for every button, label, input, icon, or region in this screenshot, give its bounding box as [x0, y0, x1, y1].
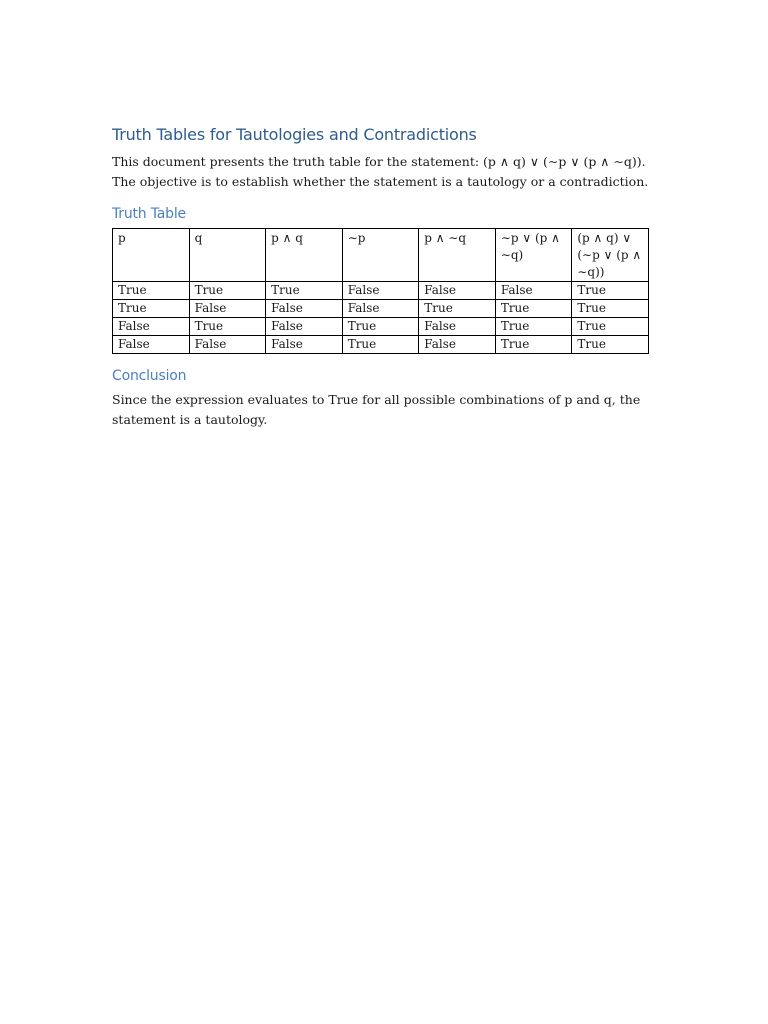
column-header-p-and-q: p ∧ q: [266, 229, 343, 282]
table-cell: True: [572, 336, 649, 354]
table-cell: True: [572, 300, 649, 318]
table-cell: True: [189, 318, 266, 336]
table-cell: False: [342, 282, 419, 300]
intro-paragraph: This document presents the truth table for the statement: (p ∧ q) ∨ (∼p ∨ (p ∧ ∼q)). The objective is to establish whether the statement is a tautology or a contradiction.: [112, 154, 649, 189]
table-cell: True: [266, 282, 343, 300]
table-cell: False: [266, 336, 343, 354]
table-cell: False: [266, 300, 343, 318]
table-cell: True: [495, 336, 572, 354]
column-header-not-p-or-p-and-not-q: ∼p ∨ (p ∧ ∼q): [495, 229, 572, 282]
table-cell: True: [189, 282, 266, 300]
column-header-p: p: [113, 229, 190, 282]
table-cell: False: [342, 300, 419, 318]
table-cell: True: [495, 300, 572, 318]
table-cell: True: [113, 300, 190, 318]
document-page: [112, 124, 650, 430]
table-row: [113, 336, 649, 354]
table-cell: True: [495, 318, 572, 336]
table-cell: True: [342, 318, 419, 336]
table-row: [113, 300, 649, 318]
table-cell: False: [419, 336, 496, 354]
table-cell: True: [572, 282, 649, 300]
table-cell: False: [113, 336, 190, 354]
table-cell: True: [113, 282, 190, 300]
table-cell: False: [266, 318, 343, 336]
column-header-not-p: ∼p: [342, 229, 419, 282]
column-header-q: q: [189, 229, 266, 282]
table-row: [113, 318, 649, 336]
table-cell: False: [113, 318, 190, 336]
table-cell: False: [189, 300, 266, 318]
table-cell: False: [419, 318, 496, 336]
truth-table-heading: Truth Table: [112, 206, 186, 222]
conclusion-heading: Conclusion: [112, 368, 187, 384]
table-header-row: [113, 229, 649, 282]
table-cell: False: [419, 282, 496, 300]
table-cell: False: [189, 336, 266, 354]
document-title: Truth Tables for Tautologies and Contradictions: [112, 125, 477, 144]
table-cell: True: [342, 336, 419, 354]
table-row: [113, 282, 649, 300]
conclusion-paragraph: Since the expression evaluates to True for all possible combinations of p and q, the statement is a tautology.: [112, 392, 641, 427]
column-header-full-expression: (p ∧ q) ∨ (∼p ∨ (p ∧ ∼q)): [572, 229, 649, 282]
truth-table: [112, 228, 649, 354]
table-cell: False: [495, 282, 572, 300]
table-cell: True: [572, 318, 649, 336]
column-header-p-and-not-q: p ∧ ∼q: [419, 229, 496, 282]
table-cell: True: [419, 300, 496, 318]
